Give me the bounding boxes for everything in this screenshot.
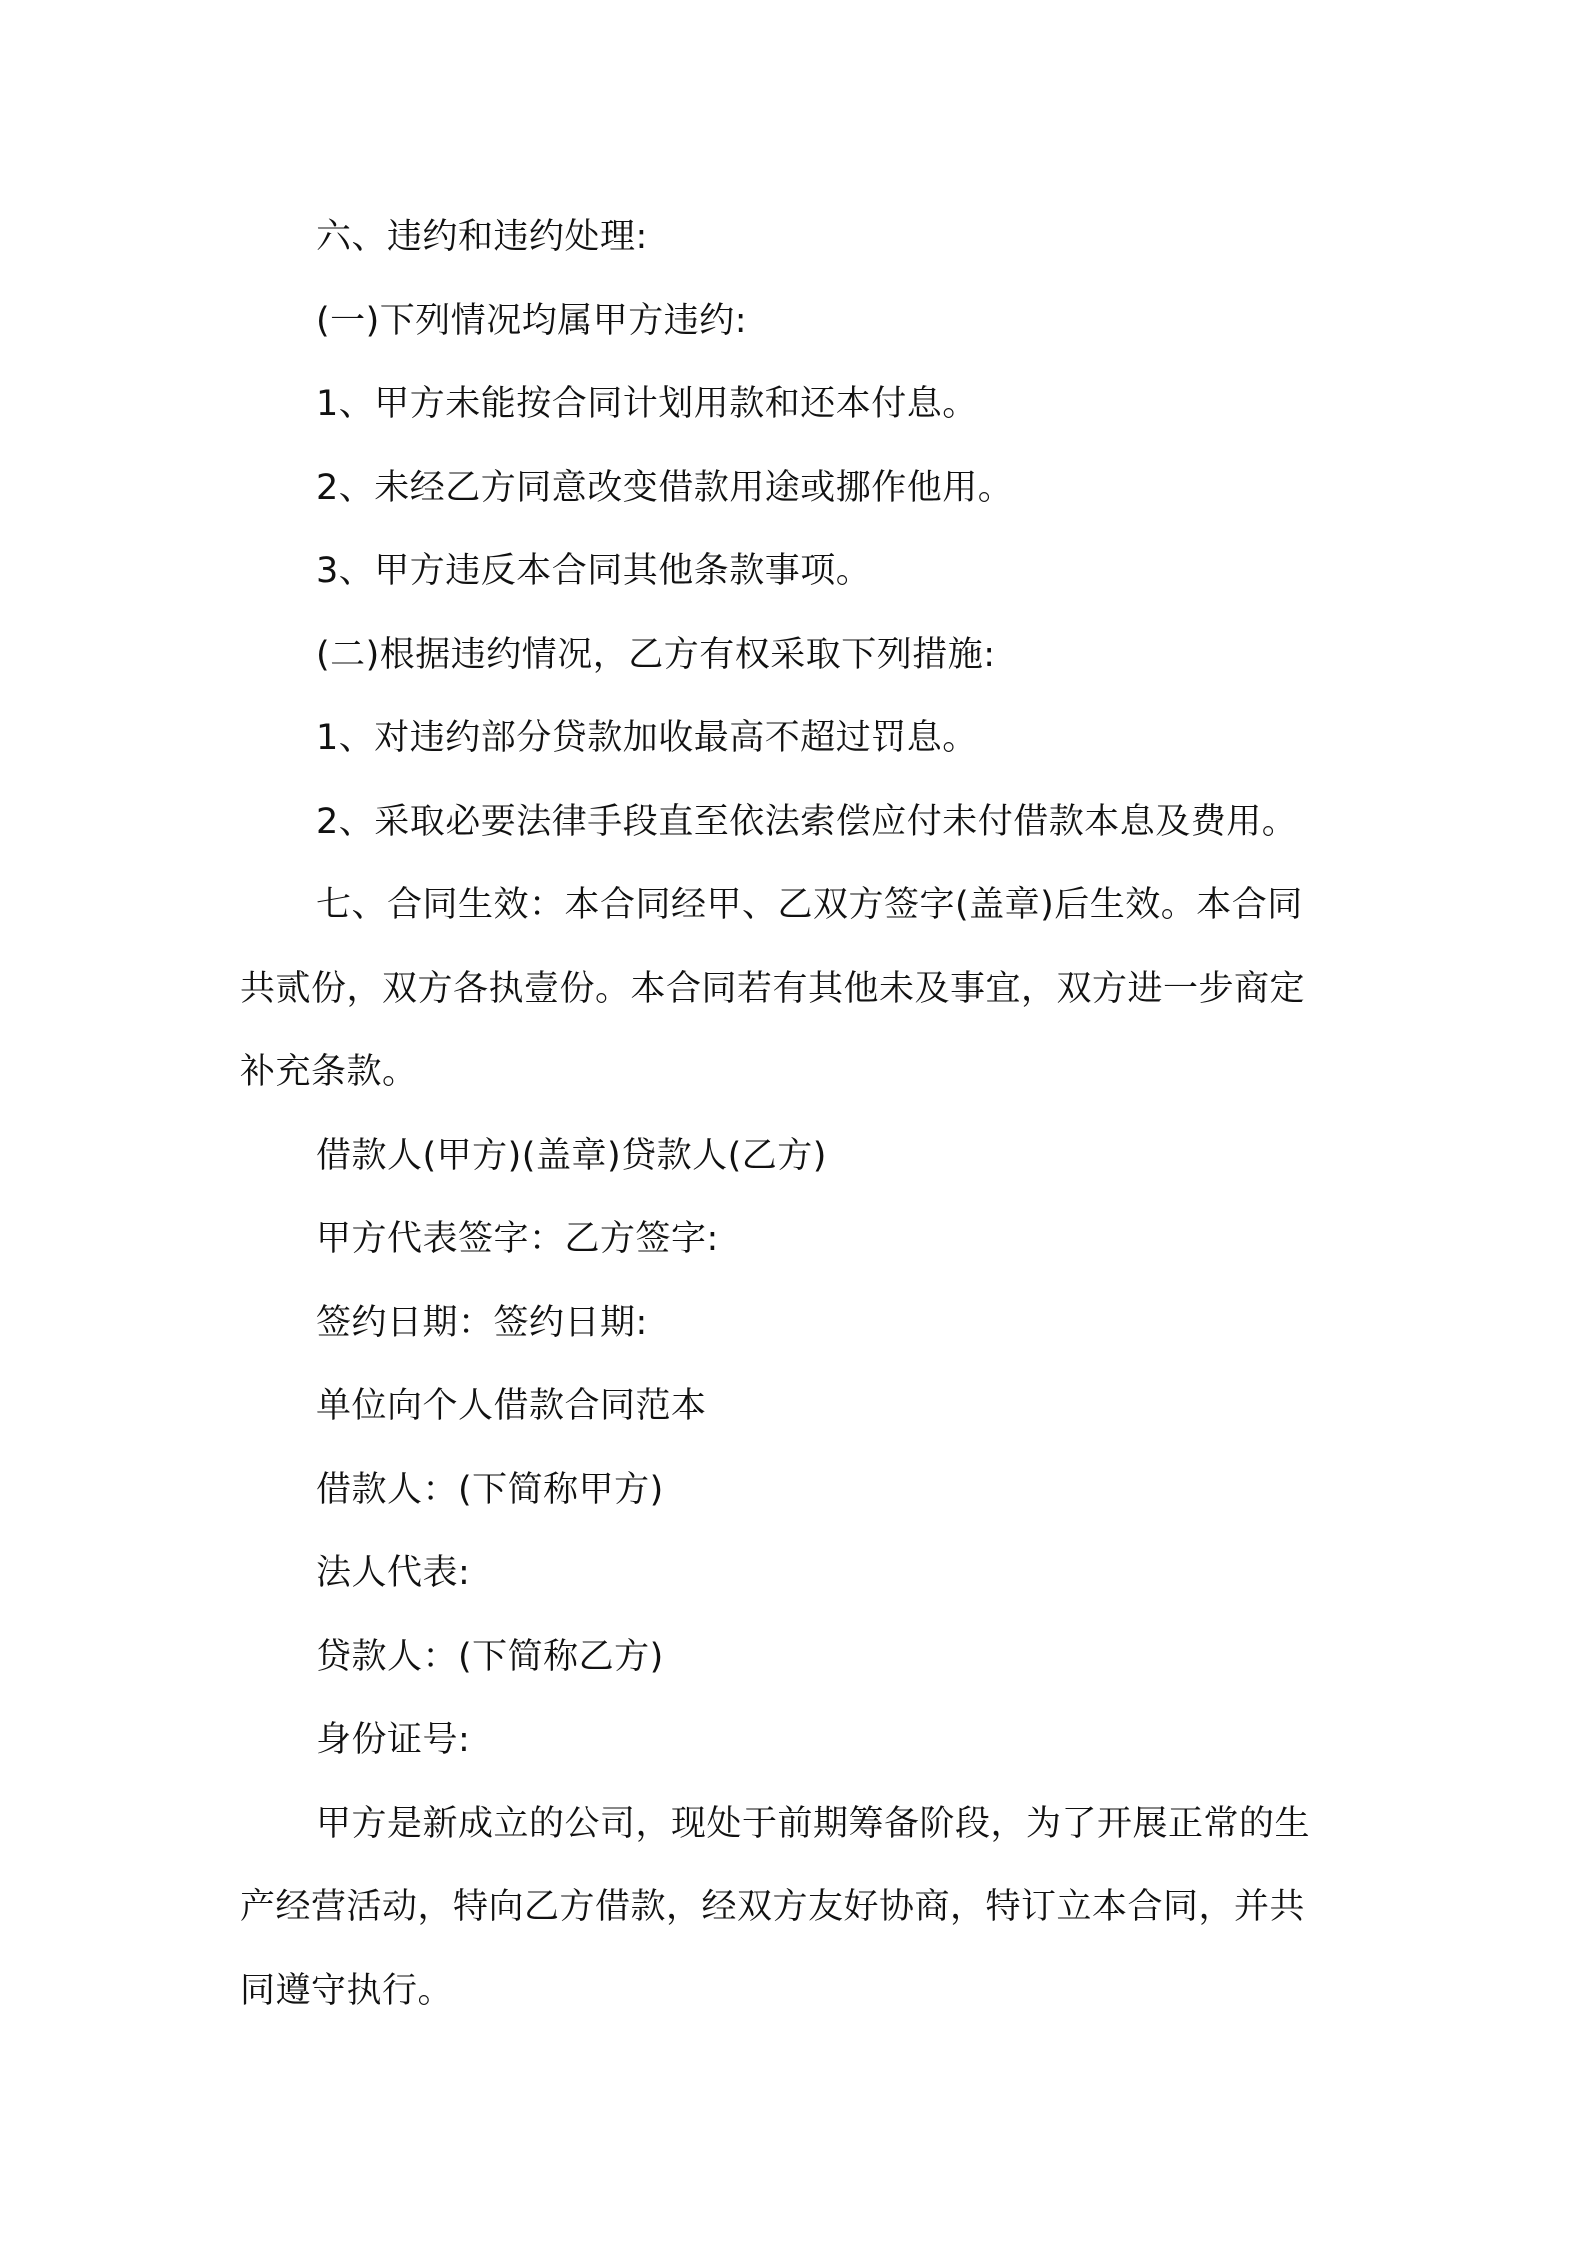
clause-2-item-2: 2、采取必要法律手段直至依法索偿应付未付借款本息及费用。 <box>316 801 1298 842</box>
legal-representative-field: 法人代表: <box>316 1553 471 1593</box>
id-number-field: 身份证号: <box>316 1720 471 1760</box>
section-6-heading: 六、违约和违约处理: <box>316 217 648 257</box>
preamble-line-2: 产经营活动，特向乙方借款，经双方友好协商，特订立本合同，并共 <box>240 1887 1306 1927</box>
contract-title: 单位向个人借款合同范本 <box>316 1386 707 1426</box>
signature-parties: 借款人(甲方)(盖章)贷款人(乙方) <box>316 1135 827 1176</box>
clause-1-item-2: 2、未经乙方同意改变借款用途或挪作他用。 <box>316 467 1014 508</box>
preamble-line-3: 同遵守执行。 <box>240 1970 454 2011</box>
clause-1-item-1: 1、甲方未能按合同计划用款和还本付息。 <box>316 384 978 424</box>
clause-2-heading: (二)根据违约情况，乙方有权采取下列措施: <box>316 634 996 675</box>
borrower-field: 借款人：(下简称甲方) <box>316 1469 664 1510</box>
clause-2-item-1: 1、对违约部分贷款加收最高不超过罚息。 <box>316 718 978 758</box>
signature-dates: 签约日期：签约日期: <box>316 1302 648 1343</box>
section-7-paragraph-line-2: 共贰份，双方各执壹份。本合同若有其他未及事宜，双方进一步商定 <box>240 968 1306 1009</box>
preamble-line-1: 甲方是新成立的公司，现处于前期筹备阶段，为了开展正常的生 <box>316 1803 1311 1844</box>
clause-1-item-3: 3、甲方违反本合同其他条款事项。 <box>316 551 872 591</box>
clause-1-heading: (一)下列情况均属甲方违约: <box>316 300 748 341</box>
lender-field: 贷款人：(下简称乙方) <box>316 1636 664 1677</box>
section-7-paragraph-line-3: 补充条款。 <box>240 1052 418 1092</box>
document-body <box>240 196 1350 2033</box>
signature-representatives: 甲方代表签字：乙方签字: <box>316 1219 719 1259</box>
section-7-paragraph-line-1: 七、合同生效：本合同经甲、乙双方签字(盖章)后生效。本合同 <box>316 885 1303 925</box>
